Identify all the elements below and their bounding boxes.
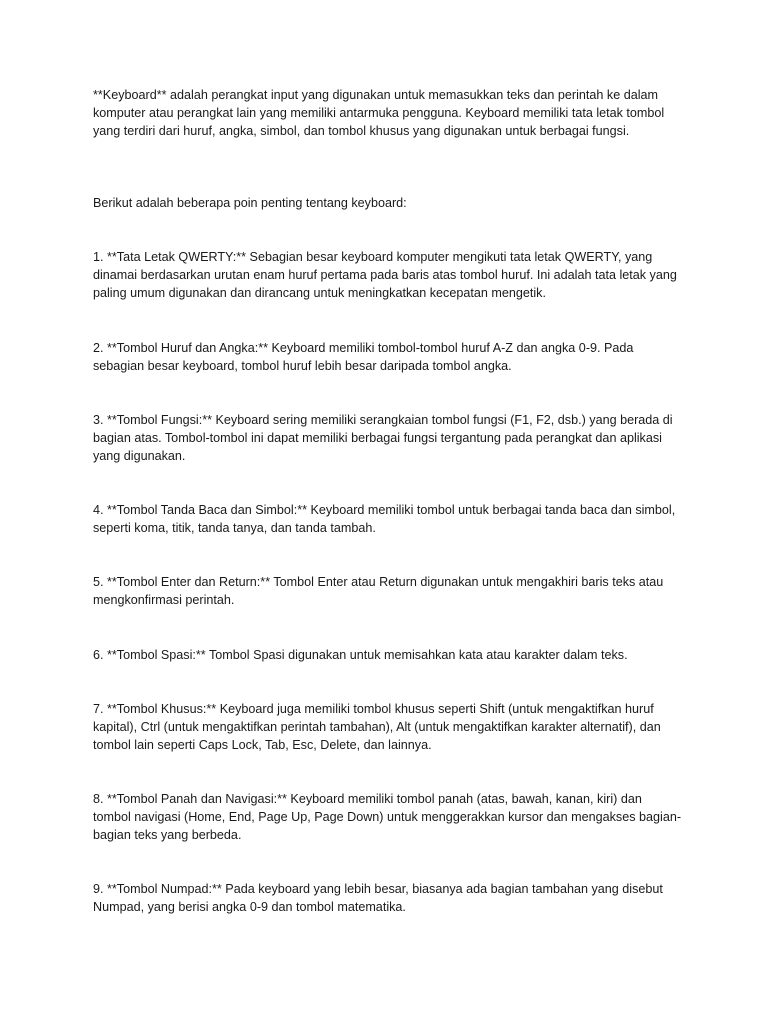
point-8-navigation-keys: 8. **Tombol Panah dan Navigasi:** Keyboard memiliki tombol panah (atas, bawah, kanan, kiri) dan tombol navigasi (Home, End, Page Up, Page Down) untuk menggerakkan kursor dan mengakses bagian-bagian teks yang berbeda. (93, 792, 682, 842)
point-3-function-keys: 3. **Tombol Fungsi:** Keyboard sering memiliki serangkaian tombol fungsi (F1, F2, dsb.) yang berada di bagian atas. Tombol-tombol ini dapat memiliki berbagai fungsi tergantung pada perangkat dan aplikasi yang digunakan. (93, 413, 673, 463)
point-2-letters-numbers: 2. **Tombol Huruf dan Angka:** Keyboard memiliki tombol-tombol huruf A-Z dan angka 0-9. Pada sebagian besar keyboard, tombol huruf lebih besar daripada tombol angka. (93, 341, 634, 373)
point-7-special-keys: 7. **Tombol Khusus:** Keyboard juga memiliki tombol khusus seperti Shift (untuk mengaktifkan huruf kapital), Ctrl (untuk mengaktifkan perintah tambahan), Alt (untuk mengaktifkan karakter alternatif), dan tombol lain seperti Caps Lock, Tab, Esc, Delete, dan lainnya. (93, 702, 661, 752)
point-4-punctuation: 4. **Tombol Tanda Baca dan Simbol:** Keyboard memiliki tombol untuk berbagai tanda baca dan simbol, seperti koma, titik, tanda tanya, dan tanda tambah. (93, 503, 676, 535)
point-1-qwerty: 1. **Tata Letak QWERTY:** Sebagian besar keyboard komputer mengikuti tata letak QWERTY, yang dinamai berdasarkan urutan enam huruf pertama pada baris atas tombol huruf. Ini adalah tata letak yang paling umum digunakan dan dirancang untuk meningkatkan kecepatan mengetik. (93, 250, 677, 300)
point-9-numpad: 9. **Tombol Numpad:** Pada keyboard yang lebih besar, biasanya ada bagian tambahan yang disebut Numpad, yang berisi angka 0-9 dan tombol matematika. (93, 882, 663, 914)
point-5-enter-return: 5. **Tombol Enter dan Return:** Tombol Enter atau Return digunakan untuk mengakhiri baris teks atau mengkonfirmasi perintah. (93, 575, 664, 607)
point-6-spacebar: 6. **Tombol Spasi:** Tombol Spasi digunakan untuk memisahkan kata atau karakter dalam teks. (93, 648, 628, 662)
key-points-heading: Berikut adalah beberapa poin penting tentang keyboard: (93, 196, 407, 210)
intro-paragraph: **Keyboard** adalah perangkat input yang digunakan untuk memasukkan teks dan perintah ke dalam komputer atau perangkat lain yang memiliki antarmuka pengguna. Keyboard memiliki tata letak tombol yang terdiri dari huruf, angka, simbol, dan tombol khusus yang digunakan untuk berbagai fungsi. (93, 88, 665, 138)
